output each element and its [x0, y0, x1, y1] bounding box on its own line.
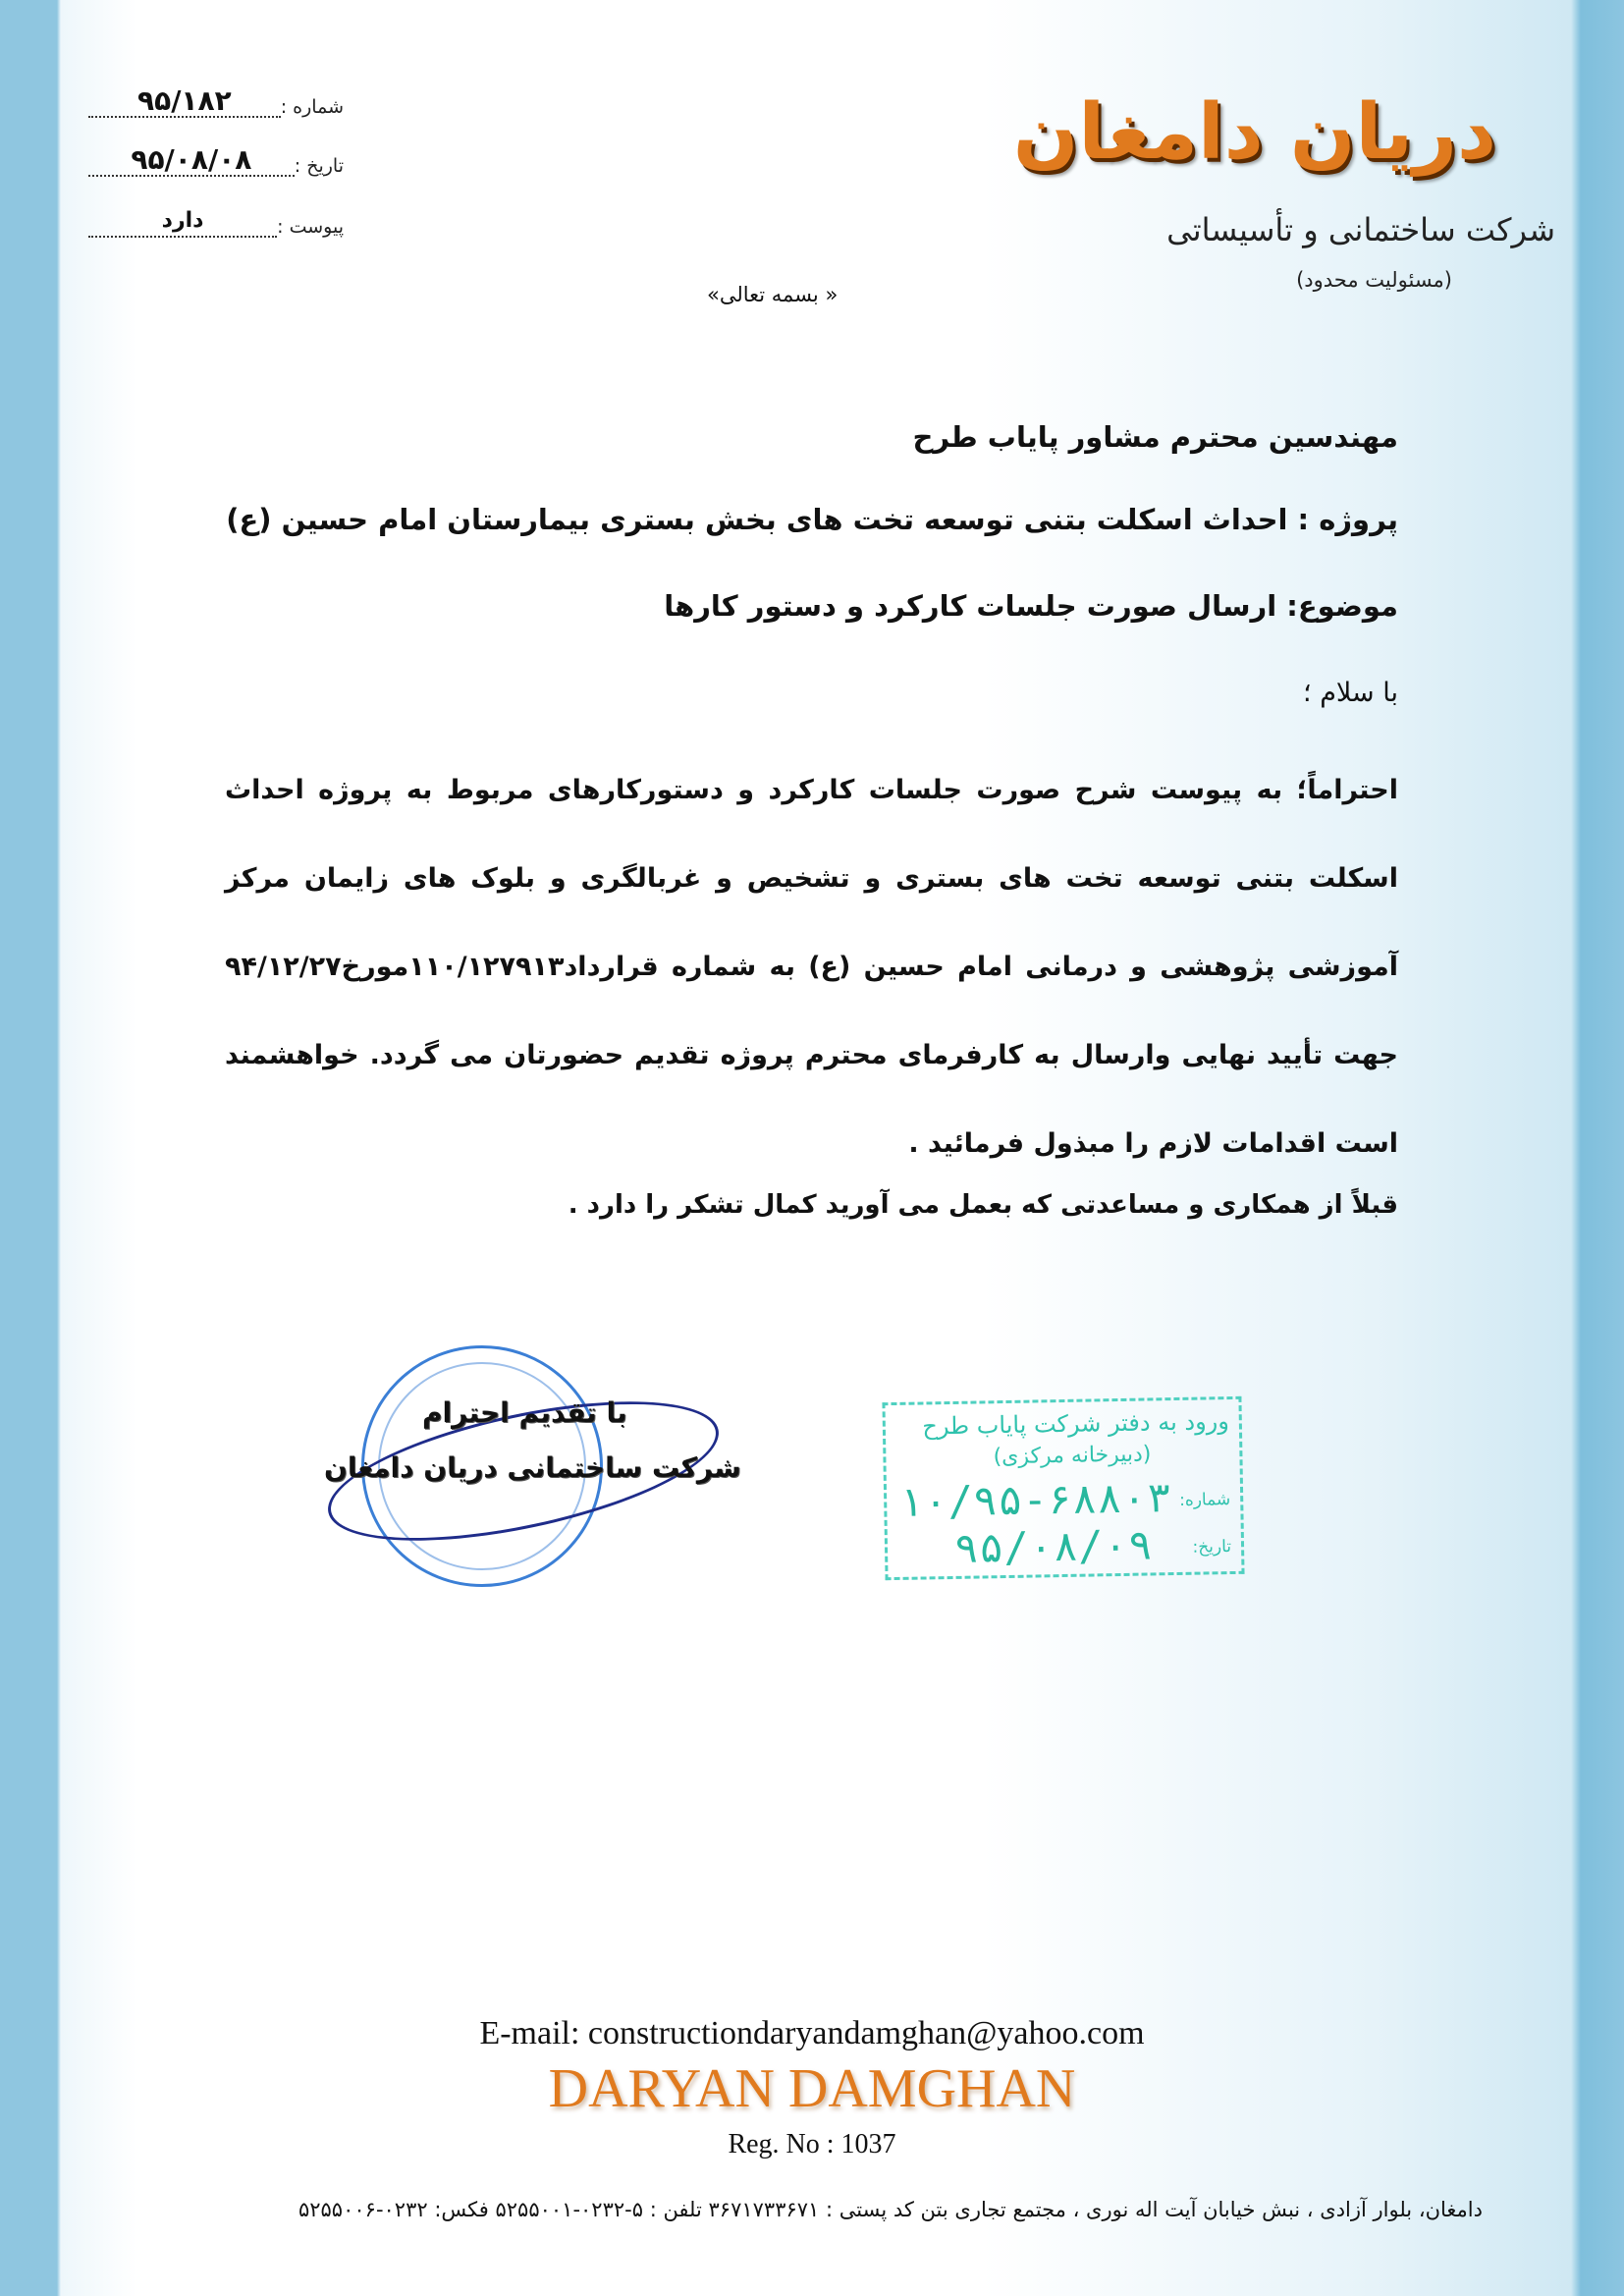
- invocation: « بسمه تعالی»: [707, 283, 839, 306]
- subject-line: موضوع: ارسال صورت جلسات کارکرد و دستور کارها: [664, 589, 1398, 623]
- footer-email: E-mail: constructiondaryandamghan@yahoo.com: [479, 2015, 1145, 2051]
- stamp-title: ورود به دفتر شرکت پایاب طرح: [922, 1407, 1230, 1441]
- field-value: دارد: [88, 206, 277, 238]
- footer-brand: DARYAN DAMGHAN: [548, 2058, 1076, 2119]
- body-line: است اقدامات لازم را مبذول فرمائید .: [908, 1128, 1398, 1159]
- stamp-subtitle: (دبیرخانه مرکزی): [993, 1442, 1152, 1470]
- stamp-number-label: شماره:: [1178, 1490, 1231, 1510]
- letter-body: [225, 746, 1398, 1188]
- project-line: پروژه : احداث اسکلت بتنی توسعه تخت های بخش بستری بیمارستان امام حسین (ع): [226, 503, 1398, 536]
- greeting: با سلام ؛: [1303, 678, 1398, 708]
- body-line: احتراماً؛ به پیوست شرح صورت جلسات کارکرد و دستورکارهای مربوط به پروژه احداث: [225, 775, 1398, 805]
- stamp-number-value: ۱۰/۹۵-۶۸۸۰۳: [897, 1473, 1172, 1526]
- company-logo: دریان دامغان: [1012, 88, 1496, 177]
- letter-number-field: [88, 86, 344, 118]
- stamp-date-label: تاریخ:: [1192, 1537, 1232, 1558]
- receipt-stamp: [882, 1396, 1244, 1580]
- body-line: آموزشی پژوهشی و درمانی امام حسین (ع) به شماره قرارداد۱۱۰/۱۲۷۹۱۳مورخ۹۴/۱۲/۲۷: [225, 952, 1398, 982]
- body-line: جهت تأیید نهایی وارسال به کارفرمای محترم پروژه تقدیم حضورتان می گردد. خواهشمند: [225, 1040, 1398, 1070]
- body-line: اسکلت بتنی توسعه تخت های بستری و تشخیص و غربالگری و بلوک های زایمان مرکز: [225, 863, 1398, 894]
- stamp-date-value: ۹۵/۰۸/۰۹: [953, 1520, 1154, 1572]
- closing-thanks: قبلاً از همکاری و مساعدتی که بعمل می آورید کمال تشکر را دارد .: [568, 1190, 1398, 1220]
- letter-date-field: [88, 145, 344, 177]
- field-label: شماره :: [280, 96, 344, 118]
- field-value: ۹۵/۱۸۲: [88, 86, 281, 118]
- company-type: شرکت ساختمانی و تأسیساتی: [1166, 211, 1555, 248]
- field-value: ۹۵/۰۸/۰۸: [88, 145, 295, 177]
- footer-reg-number: Reg. No : 1037: [728, 2129, 896, 2159]
- footer-address: دامغان، بلوار آزادی ، نبش خیابان آیت اله نوری ، مجتمع تجاری بتن کد پستی : ۳۶۷۱۷۳۳۶۷۱ تلفن : ۵-۰۲۳۲-۵۲۵۵۰۰۱ فکس: ۰۲۳۲-۵۲۵۵۰۰۶: [298, 2198, 1483, 2221]
- signature-line-2: شرکت ساختمانی دریان دامغان: [324, 1451, 741, 1484]
- field-label: پیوست :: [277, 216, 344, 238]
- liability-note: (مسئولیت محدود): [1296, 268, 1452, 292]
- signature-line-1: با تقدیم احترام: [422, 1396, 627, 1429]
- field-label: تاریخ :: [294, 155, 344, 177]
- recipient: مهندسین محترم مشاور پایاب طرح: [912, 420, 1398, 454]
- attachment-field: [88, 206, 344, 238]
